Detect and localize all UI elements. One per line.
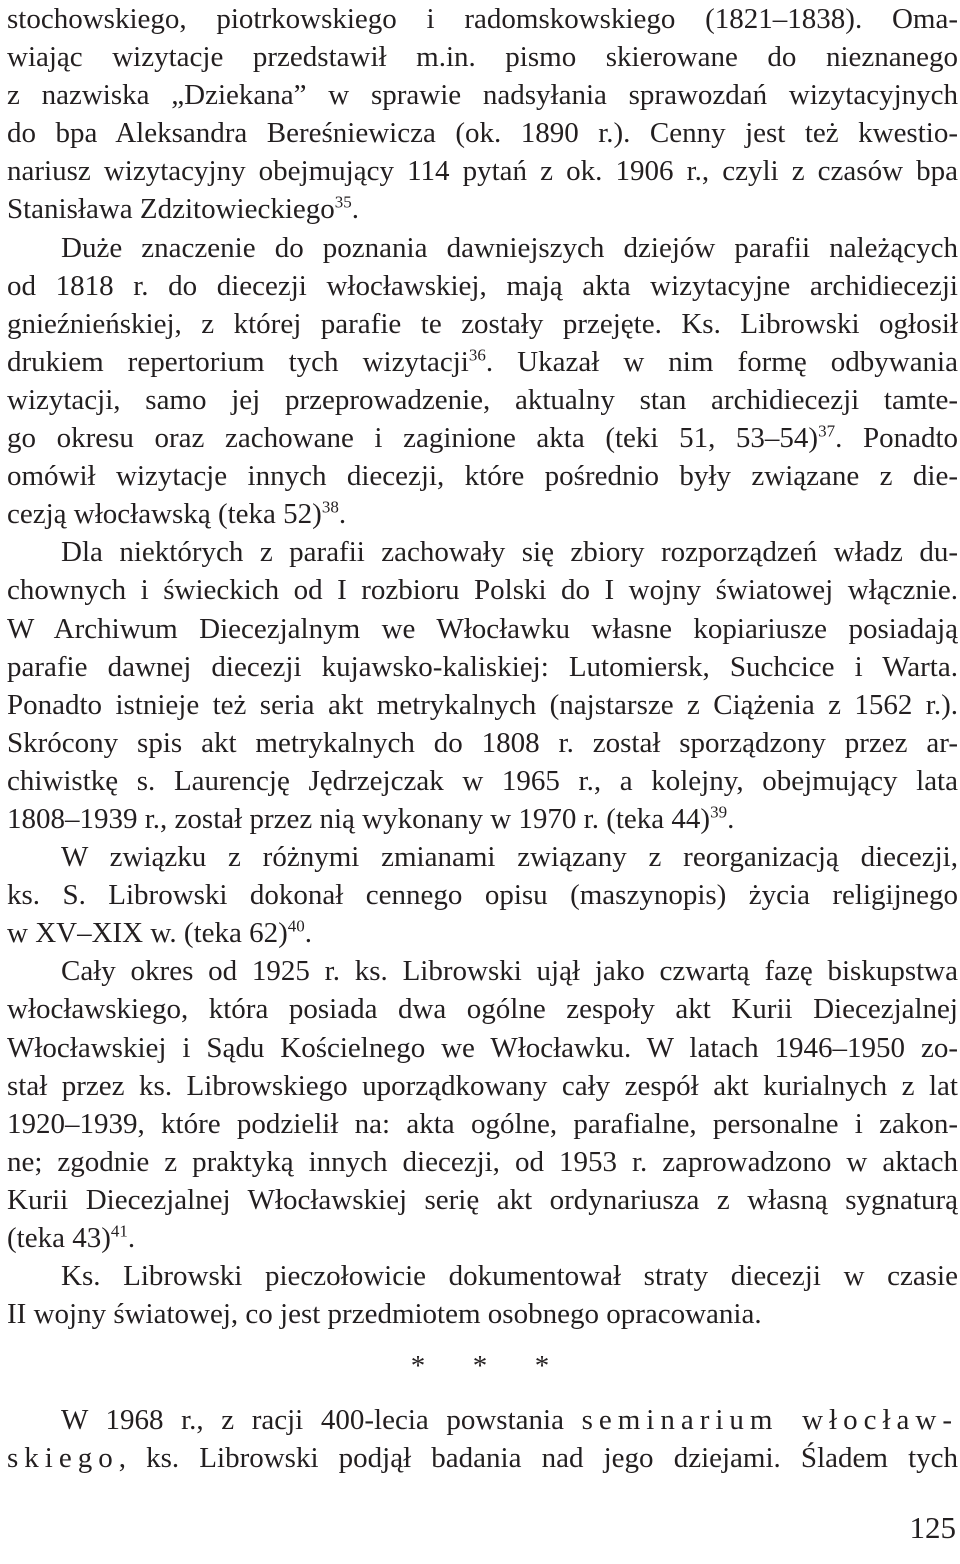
document-page [7, 0, 958, 1333]
text-line: Kurii Diecezjalnej Włocławskiej serię akt ordynariusza z własną sygnaturą [7, 1183, 958, 1216]
paragraph-1 [7, 0, 958, 229]
spaced-emphasis: skiego [7, 1442, 119, 1475]
spaced-emphasis: seminarium włocław- [581, 1404, 958, 1436]
text-line: parafie dawnej diecezji kujawsko-kaliskiej: Lutomiersk, Suchcice i Warta. [7, 650, 958, 683]
paragraph-5 [7, 952, 958, 1257]
text-line: ne; zgodnie z praktyką innych diecezji, od 1953 r. zaprowadzono w aktach [7, 1145, 958, 1178]
text-line: od 1818 r. do diecezji włocławskiej, mają akta wizytacyjne archidiecezji [7, 269, 958, 302]
text-run: 1808–1939 r., został przez nią wykonany w 1970 r. (teka 44) [7, 802, 711, 835]
text-line: ks. S. Librowski dokonał cennego opisu (maszynopis) życia religijnego [7, 879, 958, 912]
text-line [7, 800, 958, 838]
text-line: omówił wizytacje innych diecezji, które pośrednio były związane z die- [7, 460, 958, 493]
text-line [7, 419, 958, 457]
text-line: Włocławskiej i Sądu Kościelnego we Włocławku. W latach 1946–1950 zo- [7, 1031, 958, 1064]
footnote-ref[interactable]: 36 [468, 345, 486, 365]
text-run: Stanisława Zdzitowieckiego [7, 193, 335, 226]
paragraph-3 [7, 533, 958, 838]
text-run: , ks. Librowski podjął badania nad jego dziejami. Śladem tych [118, 1442, 958, 1475]
text-run: . [727, 802, 735, 835]
text-line: wiając wizytacje przedstawił m.in. pismo skierowane do nieznanego [7, 41, 958, 74]
text-run: w XV–XIX w. (teka 62) [7, 917, 288, 950]
text-run: . [127, 1222, 136, 1254]
text-run: . [304, 917, 313, 950]
paragraph-7 [7, 1401, 958, 1477]
text-line [7, 914, 958, 952]
section-separator [0, 1350, 960, 1383]
text-line [7, 1401, 958, 1439]
footnote-ref[interactable]: 37 [818, 421, 836, 441]
paragraph-4 [7, 838, 958, 952]
text-line: z nazwiska „Dziekana” w sprawie nadsyłania sprawozdań wizytacyjnych [7, 79, 958, 112]
footnote-ref[interactable]: 38 [321, 497, 339, 517]
separator-star: * [472, 1350, 488, 1382]
text-line: II wojny światowej, co jest przedmiotem osobnego opracowania. [7, 1298, 762, 1331]
text-line [7, 495, 958, 533]
text-run: go okresu oraz zachowane i zaginione akta (teki 51, 53–54) [7, 422, 819, 455]
text-run: drukiem repertorium tych wizytacji [7, 345, 469, 378]
text-line: stał przez ks. Librowskiego uporządkowany cały zespół akt kurialnych z lat [7, 1069, 958, 1102]
footnote-ref[interactable]: 41 [110, 1221, 128, 1241]
separator-star: * [410, 1350, 426, 1382]
text-run: . Ukazał w nim formę odbywania [485, 345, 958, 378]
text-line: W związku z różnymi zmianami związany z reorganizacją diecezji, [61, 841, 958, 874]
text-line: 1920–1939, które podzielił na: akta ogólne, parafialne, personalne i zakon- [7, 1107, 958, 1140]
text-line: Ks. Librowski pieczołowicie dokumentował straty diecezji w czasie [61, 1260, 958, 1293]
page-number: 125 [909, 1510, 956, 1545]
text-run: (teka 43) [7, 1222, 111, 1254]
text-run: . [351, 193, 360, 226]
text-line [7, 1219, 958, 1257]
footnote-ref[interactable]: 40 [287, 916, 305, 936]
text-line: stochowskiego, piotrkowskiego i radomskowskiego (1821–1838). Oma- [7, 3, 958, 35]
text-run: cezją włocławską (teka 52) [7, 498, 322, 531]
text-line: gnieźnieńskiej, z której parafie te zostały przejęte. Ks. Librowski ogłosił [7, 307, 958, 340]
text-line: Duże znaczenie do poznania dawniejszych dziejów parafii należących [61, 231, 958, 264]
text-line: nariusz wizytacyjny obejmujący 114 pytań z ok. 1906 r., czyli z czasów bpa [7, 155, 958, 188]
text-line: Skrócony spis akt metrykalnych do 1808 r. został sporządzony przez ar- [7, 726, 958, 759]
footnote-ref[interactable]: 39 [710, 802, 728, 822]
text-line: Dla niektórych z parafii zachowały się zbiory rozporządzeń władz du- [61, 536, 958, 569]
text-line: Ponadto istnieje też seria akt metrykalnych (najstarsze z Ciążenia z 1562 r.). [7, 688, 958, 721]
text-line [7, 190, 958, 228]
text-line: Cały okres od 1925 r. ks. Librowski ujął jako czwartą fazę biskupstwa [61, 955, 958, 988]
text-run: . Ponadto [835, 422, 958, 455]
text-line: chownych i świeckich od I rozbioru Polski do I wojny światowej włącznie. [7, 574, 958, 607]
paragraph-6 [7, 1257, 958, 1333]
footnote-ref[interactable]: 35 [334, 192, 352, 212]
text-line [7, 1439, 958, 1477]
text-line: włocławskiego, która posiada dwa ogólne zespoły akt Kurii Diecezjalnej [7, 993, 958, 1026]
text-run: W 1968 r., z racji 400-lecia powstania [61, 1404, 582, 1436]
text-line: do bpa Aleksandra Bereśniewicza (ok. 1890 r.). Cenny jest też kwestio- [7, 117, 958, 150]
text-line: W Archiwum Diecezjalnym we Włocławku własne kopiariusze posiadają [7, 612, 958, 645]
text-line: chiwistkę s. Laurencję Jędrzejczak w 1965 r., a kolejny, obejmujący lata [7, 764, 958, 797]
paragraph-2 [7, 229, 958, 534]
separator-star: * [534, 1350, 550, 1382]
text-run: . [338, 498, 347, 531]
text-line: wizytacji, samo jej przeprowadzenie, aktualny stan archidiecezji tamte- [7, 383, 958, 416]
text-line [7, 343, 958, 381]
